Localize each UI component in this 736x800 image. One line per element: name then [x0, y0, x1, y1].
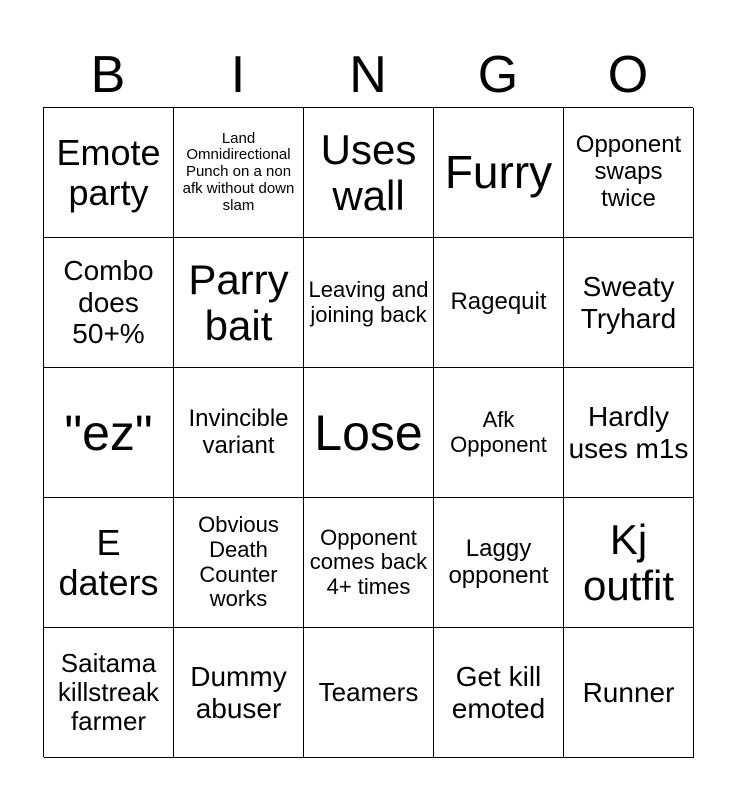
bingo-cell[interactable]: E daters	[44, 498, 174, 628]
bingo-cell[interactable]: Leaving and joining back	[304, 238, 434, 368]
bingo-cell[interactable]: "ez"	[44, 368, 174, 498]
header-letter-b: B	[90, 46, 126, 104]
bingo-cell[interactable]: Saitama killstreak farmer	[44, 628, 174, 758]
bingo-cell[interactable]: Teamers	[304, 628, 434, 758]
bingo-cell[interactable]: Parry bait	[174, 238, 304, 368]
bingo-header	[43, 44, 693, 106]
bingo-cell[interactable]: Lose	[304, 368, 434, 498]
header-letter-g: G	[477, 46, 519, 104]
header-letter-i: I	[230, 46, 246, 104]
bingo-cell[interactable]: Land Omnidirectional Punch on a non afk without down slam	[174, 108, 304, 238]
bingo-cell[interactable]: Furry	[434, 108, 564, 238]
bingo-cell[interactable]: Afk Opponent	[434, 368, 564, 498]
bingo-cell[interactable]: Kj outfit	[564, 498, 694, 628]
bingo-grid	[43, 107, 693, 757]
bingo-cell[interactable]: Invincible variant	[174, 368, 304, 498]
bingo-cell[interactable]: Opponent swaps twice	[564, 108, 694, 238]
header-letter-n: N	[349, 46, 387, 104]
bingo-cell[interactable]: Opponent comes back 4+ times	[304, 498, 434, 628]
bingo-cell[interactable]: Combo does 50+%	[44, 238, 174, 368]
header-letter-o: O	[607, 46, 649, 104]
bingo-cell[interactable]: Obvious Death Counter works	[174, 498, 304, 628]
bingo-cell[interactable]: Ragequit	[434, 238, 564, 368]
bingo-cell[interactable]: Laggy opponent	[434, 498, 564, 628]
bingo-cell[interactable]: Get kill emoted	[434, 628, 564, 758]
bingo-cell[interactable]: Emote party	[44, 108, 174, 238]
bingo-cell[interactable]: Runner	[564, 628, 694, 758]
bingo-cell[interactable]: Hardly uses m1s	[564, 368, 694, 498]
bingo-cell[interactable]: Dummy abuser	[174, 628, 304, 758]
bingo-cell[interactable]: Uses wall	[304, 108, 434, 238]
bingo-cell[interactable]: Sweaty Tryhard	[564, 238, 694, 368]
